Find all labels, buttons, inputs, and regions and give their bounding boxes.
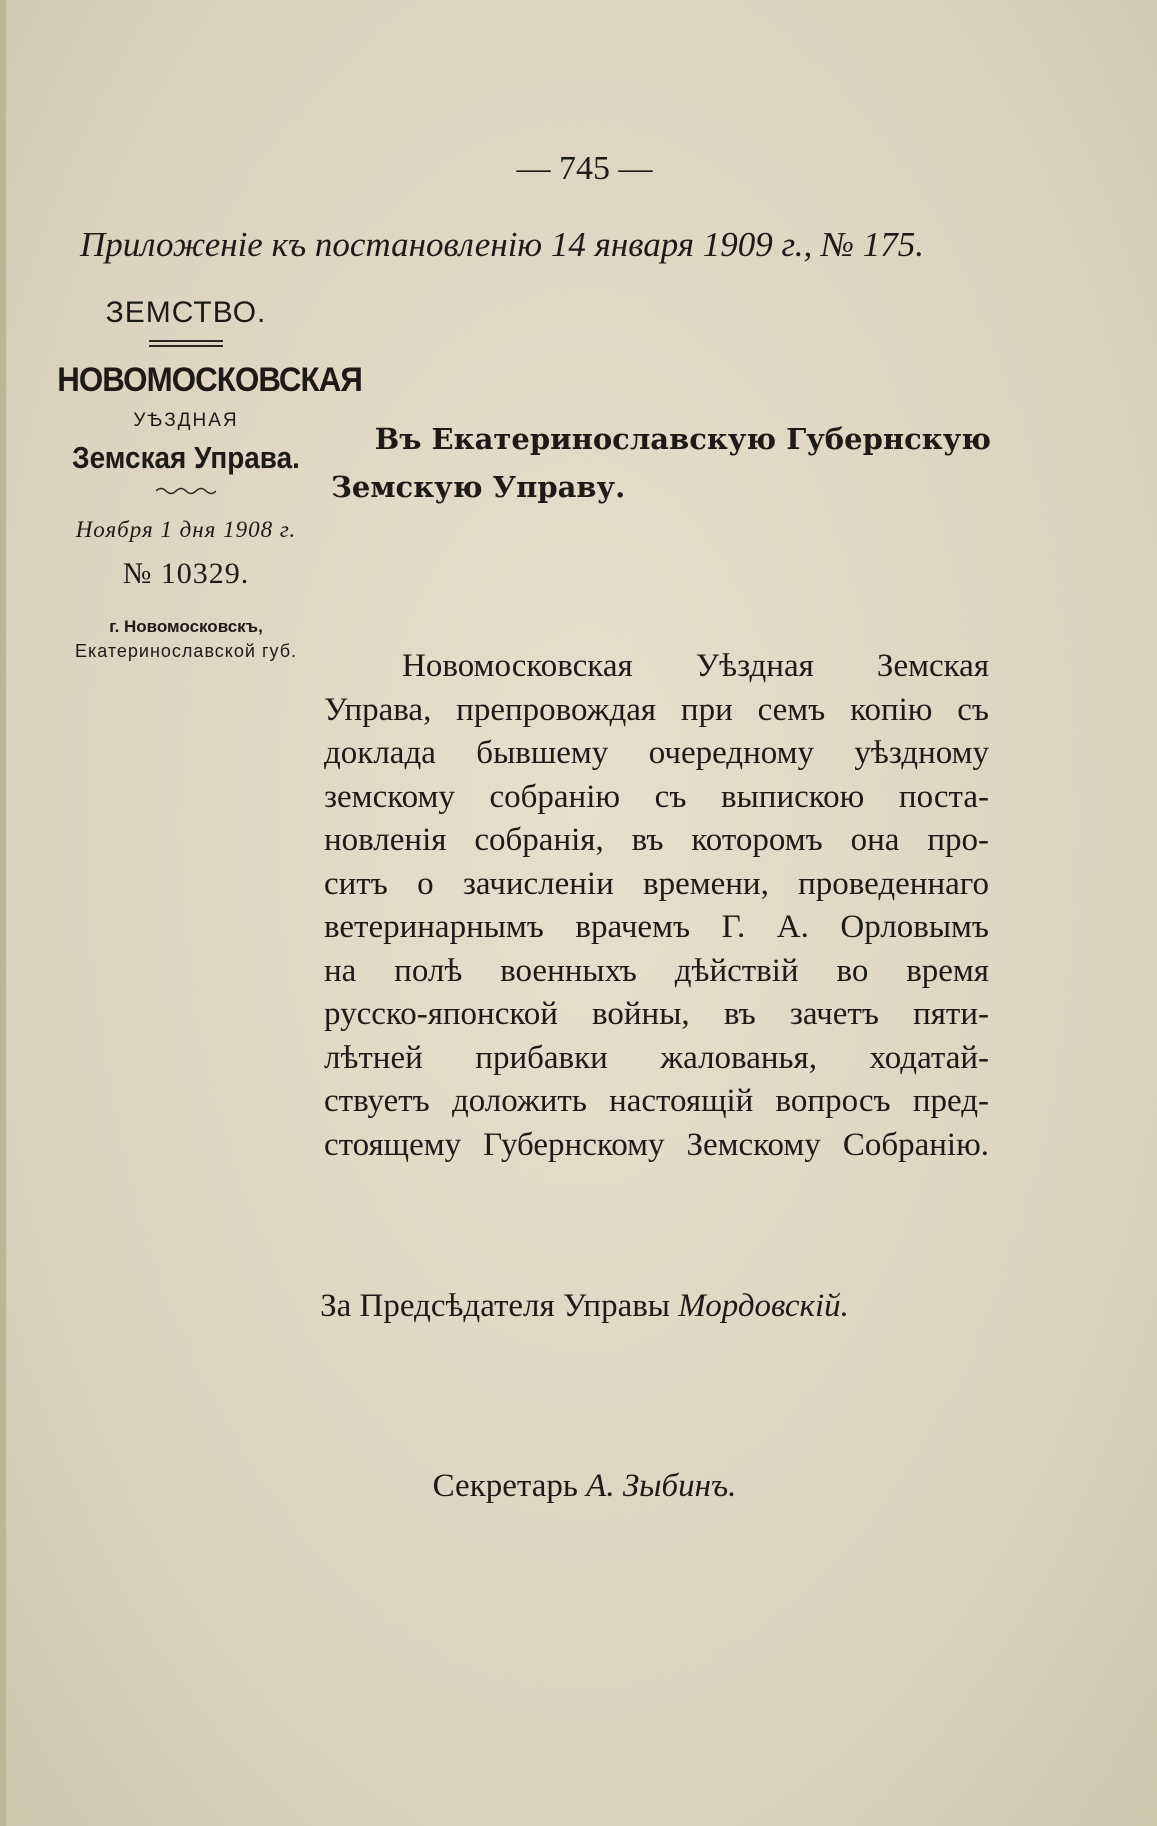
body-line: Управа, препровождая при семъ копію съ — [324, 691, 989, 728]
body-line: стоящему Губернскому Земскому Собранію. — [324, 1126, 989, 1163]
letterhead-uprava: Земская Управа. — [72, 440, 300, 475]
body-line: Новомосковская Уѣздная Земская — [402, 648, 989, 684]
body-text — [324, 645, 989, 1167]
signature-chairman — [6, 1288, 1157, 1325]
letterhead-zemstvo: ЗЕМСТВО. — [105, 296, 267, 329]
addressee — [331, 415, 991, 511]
signature-secretary-name: А. Зыбинъ. — [586, 1468, 737, 1504]
body-line: русско-японской войны, въ зачетъ пяти- — [324, 996, 989, 1032]
letterhead-district: НОВОМОСКОВСКАЯ — [57, 361, 362, 399]
body-line: на полѣ военныхъ дѣйствій во время — [324, 952, 989, 989]
body-line: земскому собранію съ выпискою поста- — [324, 778, 989, 815]
signature-chairman-title: За Предсѣдателя Управы — [320, 1288, 670, 1324]
letterhead — [46, 296, 362, 662]
letterhead-date: Ноября 1 дня 1908 г. — [75, 517, 297, 542]
body-line: ситъ о зачисленіи времени, проведеннаго — [324, 865, 989, 902]
letterhead-number: № 10329. — [122, 557, 250, 590]
body-line: новленія собранія, въ которомъ она про- — [324, 822, 989, 858]
addressee-line: Земскую Управу. — [331, 470, 626, 504]
signature-chairman-name: Мордовскій. — [678, 1288, 849, 1324]
divider-rule — [149, 340, 223, 342]
signature-secretary-title: Секретарь — [432, 1468, 578, 1504]
body-line: ветеринарнымъ врачемъ Г. А. Орловымъ — [324, 909, 989, 945]
signature-secretary — [6, 1468, 1157, 1505]
letterhead-gubernia: Екатеринославской губ. — [74, 641, 298, 661]
divider-rule — [149, 345, 223, 347]
appendix-note: Приложеніе къ постановленію 14 января 1909 г., № 175. — [80, 225, 924, 264]
page-number: — 745 — — [516, 150, 653, 187]
body-line: доклада бывшему очередному уѣздному — [324, 735, 989, 771]
body-line: лѣтней прибавки жалованья, ходатай- — [324, 1039, 989, 1076]
wavy-ornament — [156, 486, 216, 496]
addressee-line: Въ Екатеринославскую Губернскую — [374, 422, 991, 456]
letterhead-uezdnaya: УѢЗДНАЯ — [133, 410, 239, 431]
letterhead-city: г. Новомосковскъ, — [109, 617, 263, 636]
body-line: ствуетъ доложить настоящій вопросъ пред- — [324, 1083, 989, 1119]
